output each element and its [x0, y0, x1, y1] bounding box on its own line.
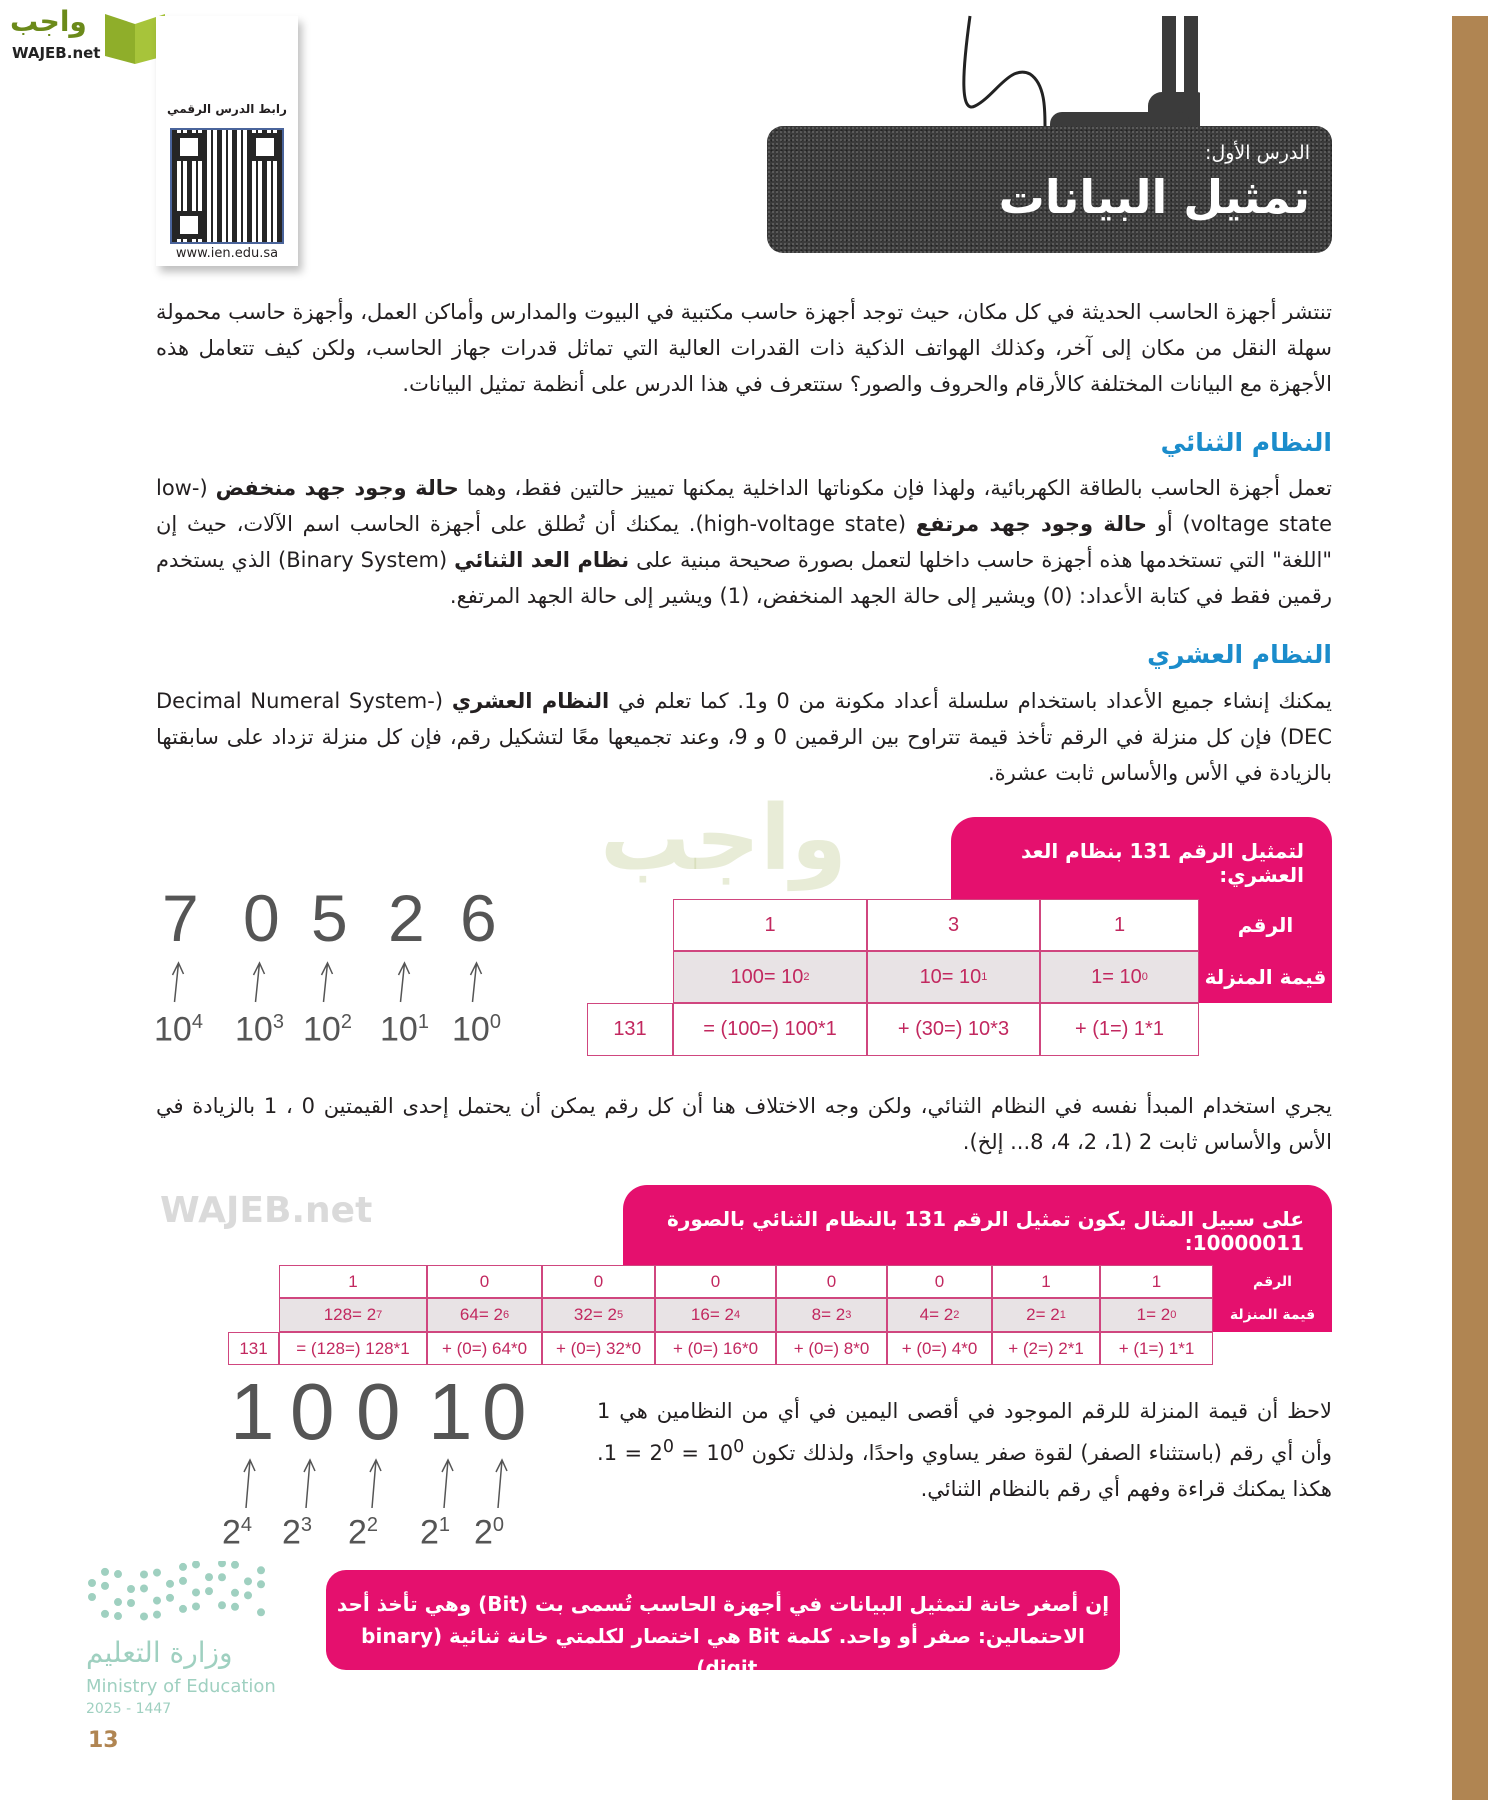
- place-base: 2= 2: [1026, 1305, 1060, 1324]
- product-cell: + (0=) 4*0: [887, 1332, 992, 1365]
- wajeb-logo-en: WAJEB.net: [12, 44, 101, 62]
- power-base: 10: [452, 1010, 490, 1049]
- ministry-name-en: Ministry of Education: [86, 1676, 276, 1697]
- handwritten-digit: 6: [460, 881, 497, 955]
- handwritten-digit: 0: [290, 1367, 335, 1456]
- text-segment: (Binary System) الذي يستخدم رقمين فقط في كتابة الأعداد: (0) ويشير إلى حالة الجهد المنخفض، (1) ويشير إلى حالة الجهد المرتفع.: [156, 548, 1332, 608]
- text-segment: (high-voltage state). يمكنك أن تُطلق على أجهزة الحاسب اسم الآلات، حيث إن "اللغة" التي تستخدمها هذه أجهزة حاسب داخلها لتعمل بصورة صحيحة مبنية على: [156, 512, 1333, 572]
- watermark: واجب: [600, 786, 847, 891]
- power-exponent: 2: [366, 1514, 379, 1536]
- product-cell: + (1=) 1*1: [1100, 1332, 1213, 1365]
- handwritten-digit: 0: [356, 1367, 401, 1456]
- text-segment: (Decimal Numeral System-DEC) فإن كل منزلة في الرقم تأخذ قيمة تتراوح بين الرقمين 0 و 9، وعند تجميعها معًا لتشكيل رقم، فإن كل منزلة تزداد على سابقتها بالزيادة في الأس والأساس ثابت عشرة.: [156, 689, 1332, 785]
- place-value-cell: [1040, 951, 1199, 1003]
- bold-term: النظام العشري: [451, 689, 610, 713]
- lesson-title: تمثيل البيانات: [998, 170, 1310, 224]
- heading-binary-system: النظام الثنائي: [1160, 428, 1332, 457]
- place-value-note: [597, 1393, 1332, 1507]
- text-segment: تنتشر أجهزة الحاسب الحديثة في كل مكان، حيث توجد أجهزة حاسب مكتبية في البيوت والمدارس وأماكن العمل، وأجهزة حاسب محمولة سهلة النقل من مكان إلى آخر، وكذلك الهواتف الذكية ذات القدرات العالية التي تماثل قدرات جهاز الحاسب، ولكن كيف تتعامل هذه الأجهزة مع البيانات المختلفة كالأرقام والحروف والصور؟ ستتعرف في هذا الدرس على أنظمة تمثيل البيانات.: [155, 300, 1332, 396]
- bit-note-line2: الاحتمالين: صفر أو واحد. كلمة Bit هي اختصار لكلمتي خانة ثنائية (binary digit).: [361, 1624, 1085, 1680]
- place-exponent: 7: [376, 1309, 383, 1321]
- place-base: 1= 10: [1091, 965, 1142, 988]
- digit-cell: 1: [673, 899, 867, 951]
- qr-label: رابط الدرس الرقمي: [167, 102, 287, 116]
- place-value-cell: [867, 951, 1040, 1003]
- power-exponent: 1: [438, 1514, 451, 1536]
- power-exponent: 3: [272, 1011, 284, 1033]
- place-value-cell: [776, 1298, 887, 1332]
- heading-decimal-system: النظام العشري: [1147, 640, 1332, 669]
- place-exponent: 3: [845, 1309, 852, 1321]
- place-value-cell: [887, 1298, 992, 1332]
- superscript: 0: [733, 1437, 745, 1457]
- place-base: 1= 2: [1136, 1305, 1171, 1324]
- place-value-cell: [1100, 1298, 1213, 1332]
- cable-illustration: [940, 14, 1200, 144]
- place-exponent: 1: [1059, 1309, 1066, 1321]
- place-exponent: 0: [1170, 1309, 1177, 1321]
- digit-cell: 1: [1040, 899, 1199, 951]
- power-exponent: 3: [300, 1514, 313, 1536]
- total-cell: 131: [587, 1003, 673, 1056]
- place-base: 8= 2: [811, 1305, 846, 1324]
- total-cell: 131: [228, 1332, 279, 1365]
- place-value-cell: [673, 951, 867, 1003]
- lesson-title-box: [767, 126, 1332, 253]
- text-segment: يمكنك إنشاء جميع الأعداد باستخدام سلسلة أعداد مكونة من 0 و1. كما تعلم في: [609, 689, 1332, 713]
- row-label-place-value: قيمة المنزلة: [1213, 1298, 1332, 1332]
- product-cell: + (0=) 8*0: [776, 1332, 887, 1365]
- digit-cell: 0: [887, 1265, 992, 1298]
- digit-cell: 0: [655, 1265, 776, 1298]
- power-base: 10: [154, 1010, 192, 1049]
- binary-table-title: على سبيل المثال يكون تمثيل الرقم 131 بالنظام الثنائي بالصورة 10000011:: [623, 1185, 1332, 1265]
- lesson-number: الدرس الأول:: [1205, 142, 1310, 164]
- product-cell: = (100=) 100*1: [673, 1003, 867, 1056]
- digit-cell: 1: [279, 1265, 427, 1298]
- place-exponent: 5: [616, 1309, 624, 1321]
- power-base: 2: [348, 1513, 367, 1552]
- place-exponent: 4: [733, 1309, 741, 1321]
- place-exponent: 1: [981, 971, 988, 983]
- handwritten-digit: 7: [162, 881, 199, 955]
- product-cell: + (2=) 2*1: [992, 1332, 1100, 1365]
- place-base: 4= 2: [919, 1305, 954, 1324]
- place-base: 64= 2: [459, 1305, 503, 1324]
- page-number: 13: [88, 1728, 119, 1753]
- row-label-place-value: قيمة المنزلة: [1199, 951, 1332, 1003]
- handwritten-digit: 1: [230, 1367, 275, 1456]
- power-exponent: 0: [489, 1011, 501, 1033]
- digit-cell: 1: [1100, 1265, 1213, 1298]
- place-exponent: 2: [803, 971, 810, 983]
- digit-cell: 1: [992, 1265, 1100, 1298]
- place-base: 16= 2: [690, 1305, 734, 1324]
- place-base: 10= 10: [919, 965, 982, 988]
- row-label-digit: الرقم: [1199, 899, 1332, 951]
- handwritten-digit: 0: [482, 1367, 527, 1456]
- place-base: 128= 2: [323, 1305, 377, 1324]
- digit-cell: 0: [427, 1265, 542, 1298]
- ministry-logo-dots: [86, 1561, 276, 1633]
- bold-term: نظام العد الثنائي: [454, 548, 630, 572]
- product-cell: + (1=) 1*1: [1040, 1003, 1199, 1056]
- product-cell: + (0=) 32*0: [542, 1332, 655, 1365]
- watermark-en: WAJEB.net: [160, 1190, 373, 1231]
- text-segment: $2^0$: [649, 1437, 674, 1465]
- place-base: 100= 10: [730, 965, 804, 988]
- wajeb-logo-ar: واجب: [10, 5, 87, 38]
- product-cell: = (128=) 128*1: [279, 1332, 427, 1365]
- power-base: 10: [303, 1010, 341, 1049]
- power-base: 2: [282, 1513, 301, 1552]
- handwritten-digit: 1: [428, 1367, 473, 1456]
- digit-cell: 0: [542, 1265, 655, 1298]
- text-segment: $10^0$: [706, 1437, 745, 1465]
- handwritten-digit: 2: [388, 881, 425, 955]
- digit-cell: 3: [867, 899, 1040, 951]
- product-cell: + (30=) 10*3: [867, 1003, 1040, 1056]
- power-exponent: 1: [417, 1011, 429, 1033]
- product-cell: + (0=) 64*0: [427, 1332, 542, 1365]
- power-base: 2: [222, 1513, 241, 1552]
- power-base: 2: [420, 1513, 439, 1552]
- power-exponent: 4: [191, 1011, 203, 1033]
- power-exponent: 0: [492, 1514, 505, 1536]
- digit-cell: 0: [776, 1265, 887, 1298]
- handwritten-digit: 5: [311, 881, 348, 955]
- decimal-table-title: لتمثيل الرقم 131 بنظام العد العشري:: [951, 817, 1332, 899]
- text-segment: (low-voltage state) أو: [156, 476, 1332, 536]
- superscript: 0: [662, 1437, 674, 1457]
- place-exponent: 0: [1141, 971, 1148, 983]
- power-exponent: 2: [340, 1011, 352, 1033]
- text-segment: لاحظ أن قيمة المنزلة للرقم الموجود في أقصى اليمين في أي من النظامين هي 1 وأن أي رقم (باستثناء الصفر) لقوة صفر يساوي واحدًا، ولذلك تكون: [597, 1399, 1332, 1465]
- text-segment: يجري استخدام المبدأ نفسه في النظام الثنائي، ولكن وجه الاختلاف هنا أن كل رقم يمكن أن يحتمل إحدى القيمتين 0 ، 1 بالزيادة في الأس والأساس ثابت 2 (1، 2، 4، 8... إلخ).: [156, 1094, 1333, 1154]
- place-exponent: 6: [502, 1309, 510, 1321]
- power-base: 10: [235, 1010, 273, 1049]
- ministry-name-ar: وزارة التعليم: [86, 1636, 233, 1669]
- qr-url[interactable]: www.ien.edu.sa: [175, 246, 279, 261]
- edition-year: 2025 - 1447: [86, 1701, 172, 1717]
- bit-note-line1: إن أصغر خانة لتمثيل البيانات في أجهزة الحاسب تُسمى بت (Bit) وهي تأخذ أحد: [336, 1592, 1110, 1616]
- text-segment: تعمل أجهزة الحاسب بالطاقة الكهربائية، ولهذا فإن مكوناتها الداخلية يمكنها تمييز حالتين فقط، وهما: [458, 476, 1332, 500]
- text-segment: = 1. هكذا يمكنك قراءة وفهم أي رقم بالنظام الثنائي.: [597, 1441, 1332, 1501]
- power-base: 10: [380, 1010, 418, 1049]
- place-exponent: 2: [953, 1309, 960, 1321]
- power-base: 2: [474, 1513, 493, 1552]
- page-edge-strip: [1452, 16, 1488, 1800]
- place-value-cell: [992, 1298, 1100, 1332]
- bold-term: حالة وجود جهد منخفض: [215, 476, 459, 500]
- bold-term: حالة وجود جهد مرتفع: [915, 512, 1148, 536]
- bit-definition-box: [326, 1570, 1120, 1680]
- row-label-digit: الرقم: [1213, 1265, 1332, 1298]
- place-base: 32= 2: [573, 1305, 617, 1324]
- power-exponent: 4: [240, 1514, 253, 1536]
- product-cell: + (0=) 16*0: [655, 1332, 776, 1365]
- text-segment: =: [673, 1441, 707, 1465]
- handwritten-digit: 0: [243, 881, 280, 955]
- sketch-arrows: [0, 0, 700, 1800]
